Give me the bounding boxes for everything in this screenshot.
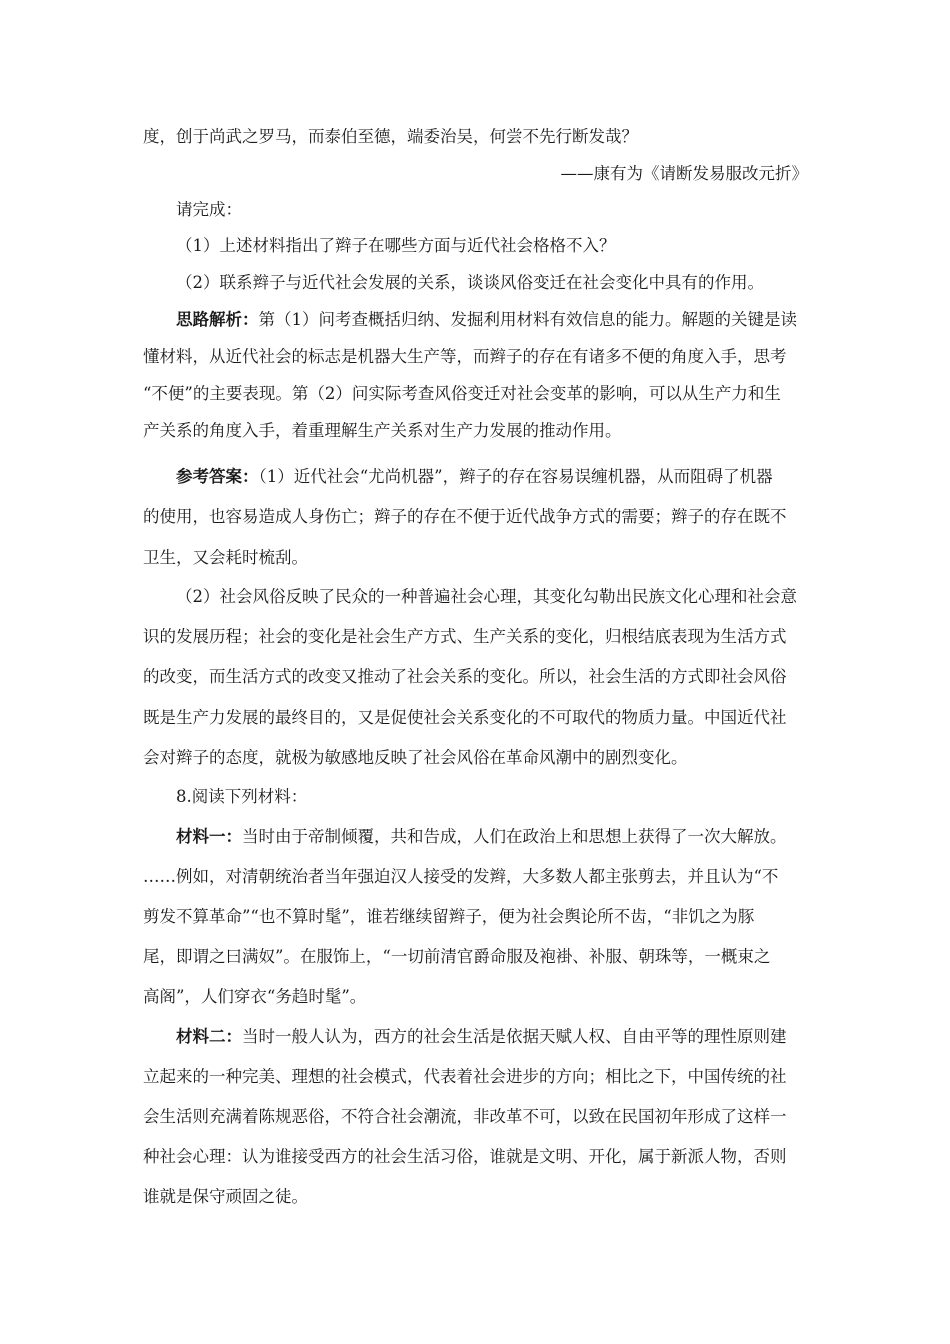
paragraph-line: ……例如，对清朝统治者当年强迫汉人接受的发辫，大多数人都主张剪去，并且认为“不 — [143, 867, 779, 886]
paragraph-line: 产关系的角度入手，着重理解生产关系对生产力发展的推动作用。 — [143, 421, 622, 440]
paragraph-line: 懂材料，从近代社会的标志是机器大生产等，而辫子的存在有诸多不便的角度入手，思考 — [143, 347, 787, 366]
paragraph-line: 卫生，又会耗时梳刮。 — [143, 548, 308, 567]
analysis-line: 思路解析：第（1）问考查概括归纳、发掘利用材料有效信息的能力。解题的关键是读 — [176, 310, 797, 329]
paragraph-line: 立起来的一种完美、理想的社会模式，代表着社会进步的方向；相比之下，中国传统的社 — [143, 1067, 787, 1086]
paragraph-line: （2）社会风俗反映了民众的一种普遍社会心理，其变化勾勒出民族文化心理和社会意 — [176, 587, 797, 606]
analysis-label: 思路解析： — [176, 310, 259, 329]
paragraph-line: 种社会心理：认为谁接受西方的社会生活习俗，谁就是文明、开化，属于新派人物，否则 — [143, 1147, 787, 1166]
paragraph-line: 会对辫子的态度，就极为敏感地反映了社会风俗在革命风潮中的剧烈变化。 — [143, 748, 688, 767]
material-two-label: 材料二： — [176, 1027, 242, 1046]
paragraph-line: 谁就是保守顽固之徒。 — [143, 1187, 308, 1206]
citation-line: ——康有为《请断发易服改元折》 — [560, 164, 808, 183]
paragraph-line: “不便”的主要表现。第（2）问实际考查风俗变迁对社会变革的影响，可以从生产力和生 — [143, 384, 781, 403]
paragraph-line: 高阁”，人们穿衣“务趋时髦”。 — [143, 987, 367, 1006]
paragraph-line: 既是生产力发展的最终目的，又是促使社会关系变化的不可取代的物质力量。中国近代社 — [143, 708, 787, 727]
paragraph-line: 度，创于尚武之罗马，而泰伯至德，端委治吴，何尝不先行断发哉？ — [143, 127, 638, 146]
answer-line: 参考答案：（1）近代社会“尤尚机器”，辫子的存在容易误缠机器，从而阻碍了机器 — [176, 467, 773, 486]
question-number-line: 8.阅读下列材料： — [176, 787, 308, 806]
paragraph-line: 剪发不算革命”“也不算时髦”，谁若继续留辫子，便为社会舆论所不齿，“非饥之为豚 — [143, 907, 755, 926]
material-one-line: 材料一：当时由于帝制倾覆，共和告成，人们在政治上和思想上获得了一次大解放。 — [176, 827, 787, 846]
question-line: （2）联系辫子与近代社会发展的关系，谈谈风俗变迁在社会变化中具有的作用。 — [176, 273, 764, 292]
material-two-line: 材料二：当时一般人认为，西方的社会生活是依据天赋人权、自由平等的理性原则建 — [176, 1027, 787, 1046]
paragraph-line: 的使用，也容易造成人身伤亡；辫子的存在不便于近代战争方式的需要；辫子的存在既不 — [143, 507, 787, 526]
paragraph-line: 的改变，而生活方式的改变又推动了社会关系的变化。所以，社会生活的方式即社会风俗 — [143, 667, 787, 686]
material-one-label: 材料一： — [176, 827, 242, 846]
answer-label: 参考答案： — [176, 467, 259, 486]
question-line: （1）上述材料指出了辫子在哪些方面与近代社会格格不入？ — [176, 236, 616, 255]
paragraph-line: 尾，即谓之曰满奴”。在服饰上，“一切前清官爵命服及袍褂、补服、朝珠等，一概束之 — [143, 947, 771, 966]
paragraph-line: 请完成： — [176, 200, 242, 219]
paragraph-line: 会生活则充满着陈规恶俗，不符合社会潮流，非改革不可，以致在民国初年形成了这样一 — [143, 1107, 787, 1126]
paragraph-line: 识的发展历程；社会的变化是社会生产方式、生产关系的变化，归根结底表现为生活方式 — [143, 627, 787, 646]
